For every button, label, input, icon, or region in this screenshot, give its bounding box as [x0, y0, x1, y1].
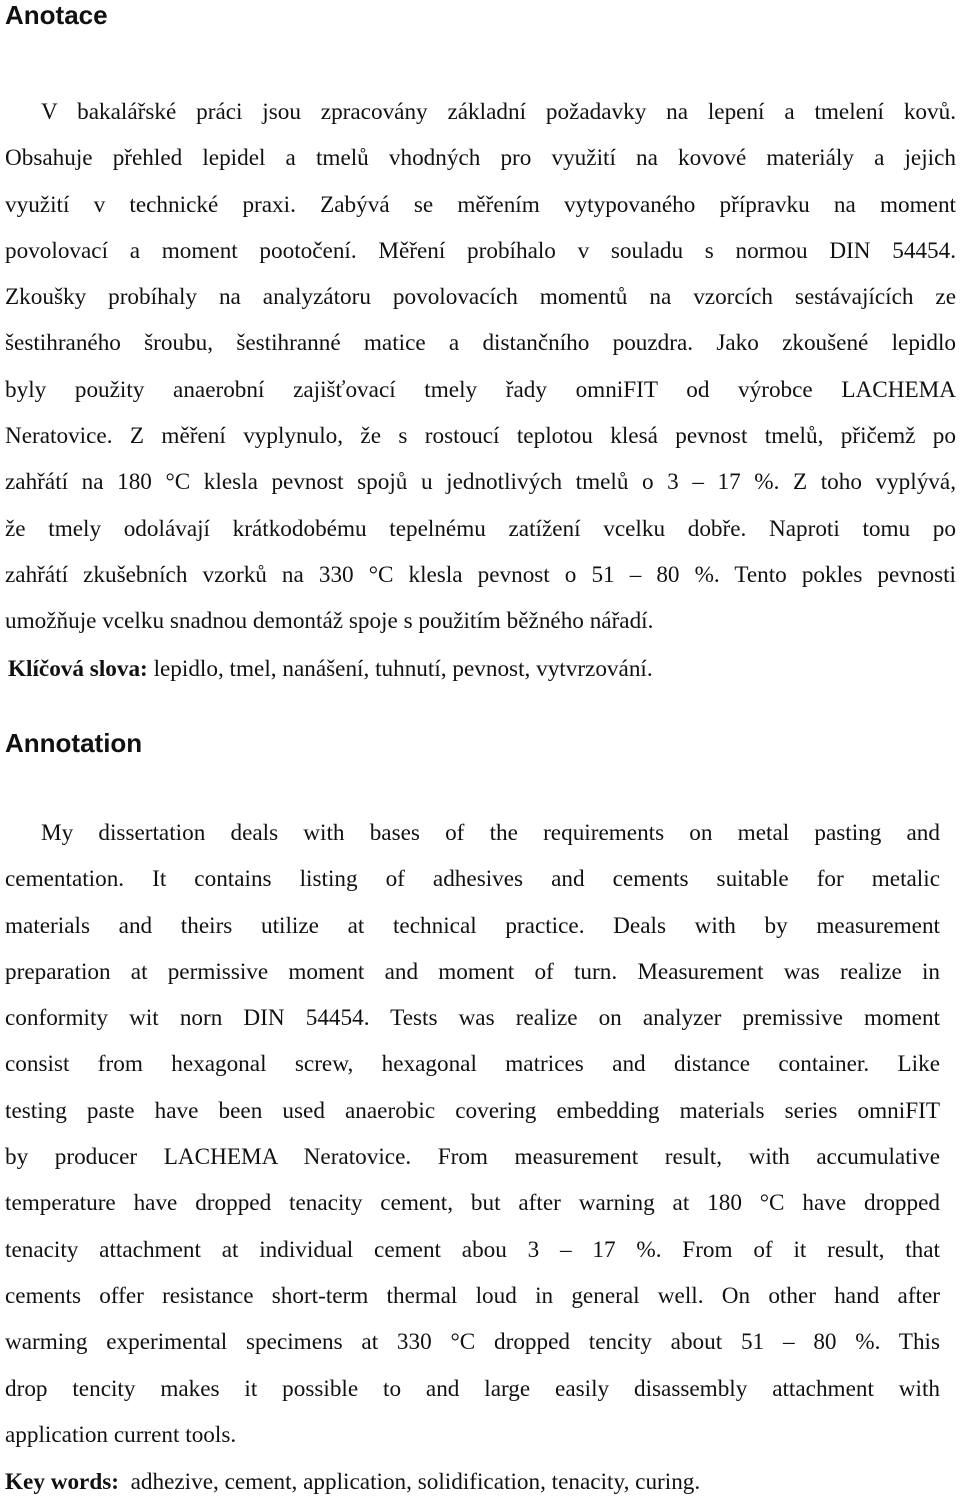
- text-line: preparation at permissive moment and moment of turn. Measurement was realize in: [5, 958, 940, 985]
- text-line: cements offer resistance short-term thermal loud in general well. On other hand after: [5, 1282, 940, 1309]
- keywords-label: Klíčová slova:: [8, 656, 148, 682]
- text-line: byly použity anaerobní zajišťovací tmely řady omniFIT od výrobce LACHEMA: [5, 376, 956, 403]
- text-line: povolovací a moment pootočení. Měření probíhalo v souladu s normou DIN 54454.: [5, 237, 956, 264]
- text-line: testing paste have been used anaerobic covering embedding materials series omniFIT: [5, 1097, 940, 1124]
- text-line: tenacity attachment at individual cement abou 3 – 17 %. From of it result, that: [5, 1236, 940, 1263]
- text-line: warming experimental specimens at 330 °C dropped tencity about 51 – 80 %. This: [5, 1329, 940, 1356]
- text-line: temperature have dropped tenacity cement, but after warning at 180 °C have dropped: [5, 1190, 940, 1217]
- text-line: drop tencity makes it possible to and large easily disassembly attachment with: [5, 1375, 940, 1402]
- text-line: materials and theirs utilize at technical practice. Deals with by measurement: [5, 912, 940, 939]
- text-line: cementation. It contains listing of adhesives and cements suitable for metalic: [5, 866, 940, 893]
- heading-english-abstract: Annotation: [5, 728, 143, 758]
- text-line: Obsahuje přehled lepidel a tmelů vhodných pro využití na kovové materiály a jejich: [5, 145, 956, 172]
- text-line: že tmely odolávají krátkodobému tepelnému zatížení vcelku dobře. Naproti tomu po: [5, 515, 956, 542]
- czech-keywords: [8, 654, 653, 684]
- text-line: V bakalářské práci jsou zpracovány základní požadavky na lepení a tmelení kovů.: [41, 99, 956, 125]
- text-line: Zkoušky probíhaly na analyzátoru povolovacích momentů na vzorcích sestávajících ze: [5, 284, 956, 311]
- text-line: My dissertation deals with bases of the requirements on metal pasting and: [41, 820, 940, 846]
- text-line: Neratovice. Z měření vyplynulo, že s rostoucí teplotou klesá pevnost tmelů, přičemž po: [5, 423, 956, 450]
- text-line: zahřátí zkušebních vzorků na 330 °C klesla pevnost o 51 – 80 %. Tento pokles pevnosti: [5, 561, 956, 588]
- heading-czech-abstract: Anotace: [5, 0, 108, 30]
- text-line: by producer LACHEMA Neratovice. From measurement result, with accumulative: [5, 1144, 940, 1171]
- text-line: umožňuje vcelku snadnou demontáž spoje s použitím běžného nářadí.: [5, 608, 654, 635]
- keywords-list: adhezive, cement, application, solidification, tenacity, curing.: [119, 1469, 701, 1495]
- text-line: šestihraného šroubu, šestihranné matice a distančního pouzdra. Jako zkoušené lepidlo: [5, 330, 956, 357]
- text-line: conformity wit norn DIN 54454. Tests was realize on analyzer premissive moment: [5, 1005, 940, 1032]
- keywords-list: lepidlo, tmel, nanášení, tuhnutí, pevnost, vytvrzování.: [147, 656, 653, 682]
- text-line: consist from hexagonal screw, hexagonal matrices and distance container. Like: [5, 1051, 940, 1078]
- english-abstract-paragraph: [5, 810, 940, 1458]
- text-line: využití v technické praxi. Zabývá se měřením vytypovaného přípravku na moment: [5, 191, 956, 218]
- keywords-label: Key words:: [5, 1469, 119, 1495]
- text-line: zahřátí na 180 °C klesla pevnost spojů u jednotlivých tmelů o 3 – 17 %. Z toho vyplývá,: [5, 469, 956, 496]
- english-keywords: [5, 1467, 700, 1497]
- text-line: application current tools.: [5, 1421, 237, 1448]
- czech-abstract-paragraph: [5, 89, 956, 645]
